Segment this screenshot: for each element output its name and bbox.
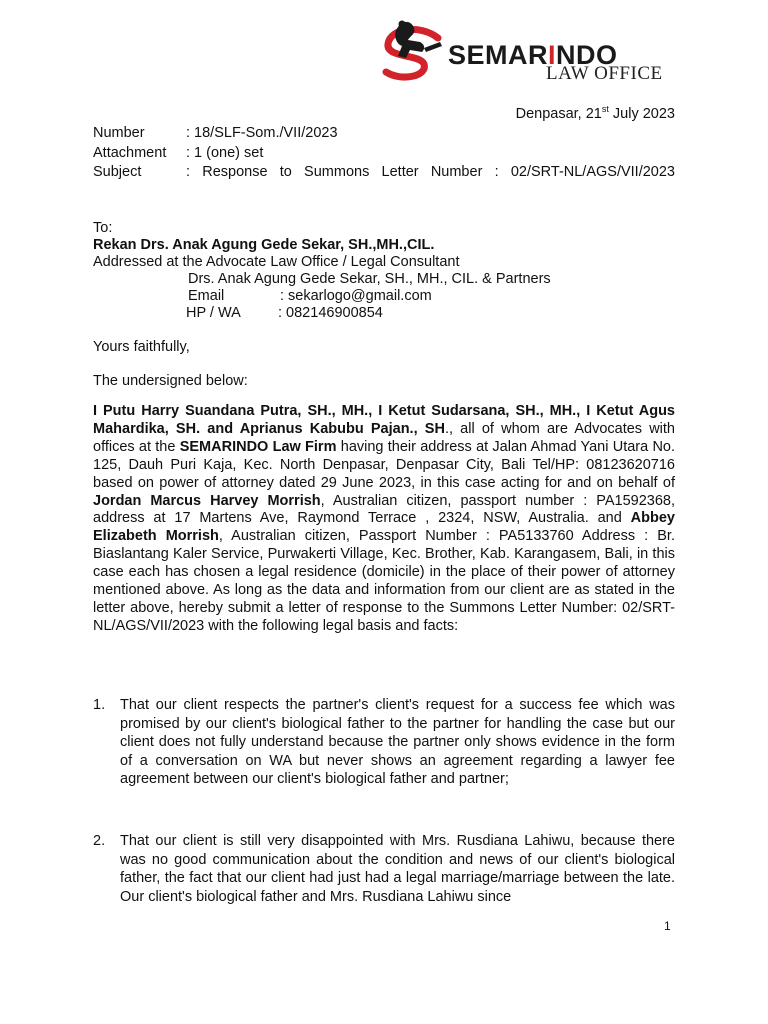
fighter-emblem-icon <box>380 18 448 86</box>
list-item: 2. That our client is still very disappointed with Mrs. Rusdiana Lahiwu, because there was no good communication about the condition and news of our client's biological father, the fact that our client had just had a legal marriage/marriage between the late. Our client's biological father and Mrs. Rusdiana Lahiwu since <box>93 833 675 905</box>
recipient-name: Rekan Drs. Anak Agung Gede Sekar, SH.,MH.,CIL. <box>93 237 435 253</box>
firm-subtitle: LAW OFFICE <box>546 63 663 84</box>
greeting: Yours faithfully, <box>93 339 190 355</box>
undersigned-label: The undersigned below: <box>93 373 248 389</box>
firm-name: SEMARINDO <box>448 40 618 70</box>
meta-number: Number : 18/SLF-Som./VII/2023 <box>93 125 338 141</box>
to-label: To: <box>93 220 113 236</box>
meta-attachment: Attachment : 1 (one) set <box>93 144 264 161</box>
recipient-block <box>93 220 693 322</box>
intro-paragraph: I Putu Harry Suandana Putra, SH., MH., I Ketut Sudarsana, SH., MH., I Ketut Agus Mahardika, SH. and Aprianus Kabubu Pajan., SH., all of whom are Advocates with offices at the SEMARINDO Law Firm having their address at Jalan Ahmad Yani Utara No. 125, Dauh Puri Kaja, Kec. North Denpasar, Denpasar City, Bali Tel/HP: 08123620716 based on power of attorney dated 29 June 2023, in this case acting for and on behalf of Jordan Marcus Harvey Morrish, Australian citizen, passport number : PA1592368, address at 17 Martens Ave, Raymond Terrace , 2324, NSW, Australia. and Abbey Elizabeth Morrish, Australian citizen, Passport Number : PA5133760 Address : Br. Biaslantang Kaler Service, Purwakerti Village, Kec. Brother, Kab. Karangasem, Bali, in this case each has chosen a legal residence (domicile) in the place of their power of attorney mentioned above. As long as the data and information from our client are as stated in the letter above, hereby submit a letter of response to the Summons Letter Number: 02/SRT-NL/AGS/VII/2023 with the following legal basis and facts: <box>93 403 676 634</box>
recipient-office: Drs. Anak Agung Gede Sekar, SH., MH., CIL. & Partners <box>188 271 551 287</box>
list-item: 1. That our client respects the partner's client's request for a success fee which was promised by our client's biological father to the partner for handling the case but our client does not fully understand because the partner only shows evidence in the form of a conversation on WA but never shows an agreement regarding a lawyer fee agreement between our client's biological father and partner; <box>93 697 675 787</box>
page-number: 1 <box>664 919 671 933</box>
recipient-email: Email : sekarlogo@gmail.com <box>188 288 432 304</box>
recipient-addressed: Addressed at the Advocate Law Office / Legal Consultant <box>93 254 460 270</box>
letter-meta <box>93 125 675 184</box>
letter-date: Denpasar, 21st July 2023 <box>515 104 675 122</box>
meta-subject: Subject : Response to Summons Letter Number : 02/SRT-NL/AGS/VII/2023 <box>93 164 675 180</box>
letterhead-logo <box>380 18 680 86</box>
recipient-phone: HP / WA : 082146900854 <box>186 305 383 321</box>
